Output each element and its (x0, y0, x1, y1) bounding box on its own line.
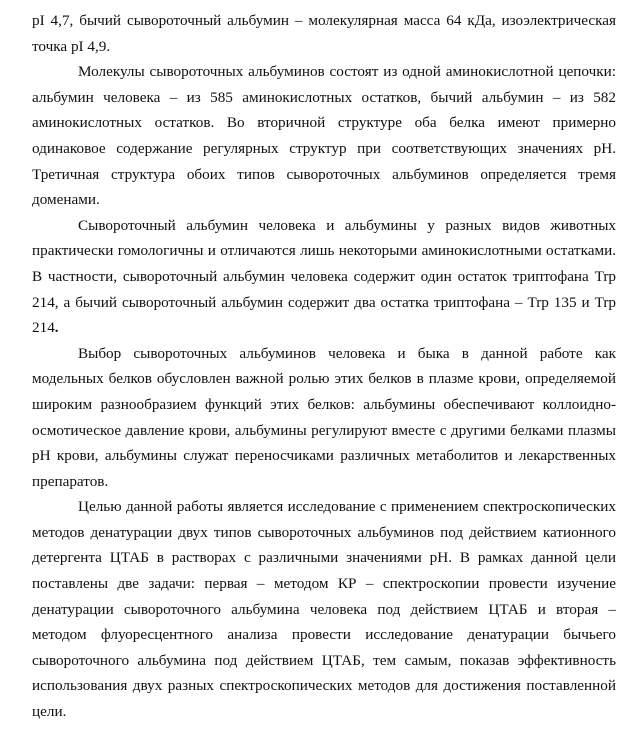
paragraph-3-text: Сывороточный альбумин человека и альбумины у разных видов животных практически гомологичны и отличаются лишь некоторыми аминокислотными остатками. В частности, сывороточный альбумин человека содержит один остаток триптофана Trp 214, а бычий сывороточный альбумин содержит два остатка триптофана – Trp 135 и Trp 214 (32, 216, 616, 337)
paragraph-5-text: Целью данной работы является исследование с применением спектроскопических методов денатурации двух типов сывороточных альбуминов под действием катионного детергента ЦТАБ в растворах с различными значениями pH. В рамках данной цели поставлены две задачи: первая – методом КР – спектроскопии провести изучение денатурации сывороточного альбумина человека под действием ЦТАБ и вторая – методом флуоресцентного анализа провести исследование денатурации бычьего сывороточного альбумина под действием ЦТАБ, тем самым, показав эффективность использования двух разных спектроскопических методов для достижения поставленной цели. (32, 498, 616, 721)
paragraph-1 (32, 8, 616, 59)
paragraph-2-text: Молекулы сывороточных альбуминов состоят из одной аминокислотной цепочки: альбумин человека – из 585 аминокислотных остатков, бычий альбумин – из 582 аминокислотных остатков. Во вторичной структуре оба белка имеют примерно одинаковое содержание регулярных структур при соответствующих значениях pH. Третичная структура обоих типов сывороточных альбуминов определяется тремя доменами. (32, 63, 616, 209)
document-page (32, 8, 616, 725)
paragraph-2 (32, 59, 616, 213)
paragraph-4-text: Выбор сывороточных альбуминов человека и быка в данной работе как модельных белков обусловлен важной ролью этих белков в плазме крови, определяемой широким разнообразием функций этих белков: альбумины обеспечивают коллоидно-осмотическое давление крови, альбумины регулируют вместе с другими белками плазмы pH крови, альбумины служат переносчиками различных метаболитов и лекарственных препаратов. (32, 344, 616, 490)
paragraph-3-end-period: . (54, 319, 59, 337)
paragraph-1-text: pI 4,7, бычий сывороточный альбумин – молекулярная масса 64 кДа, изоэлектрическая точка pI 4,9. (32, 12, 616, 55)
paragraph-4 (32, 341, 616, 495)
paragraph-3 (32, 213, 616, 341)
paragraph-5 (32, 494, 616, 724)
